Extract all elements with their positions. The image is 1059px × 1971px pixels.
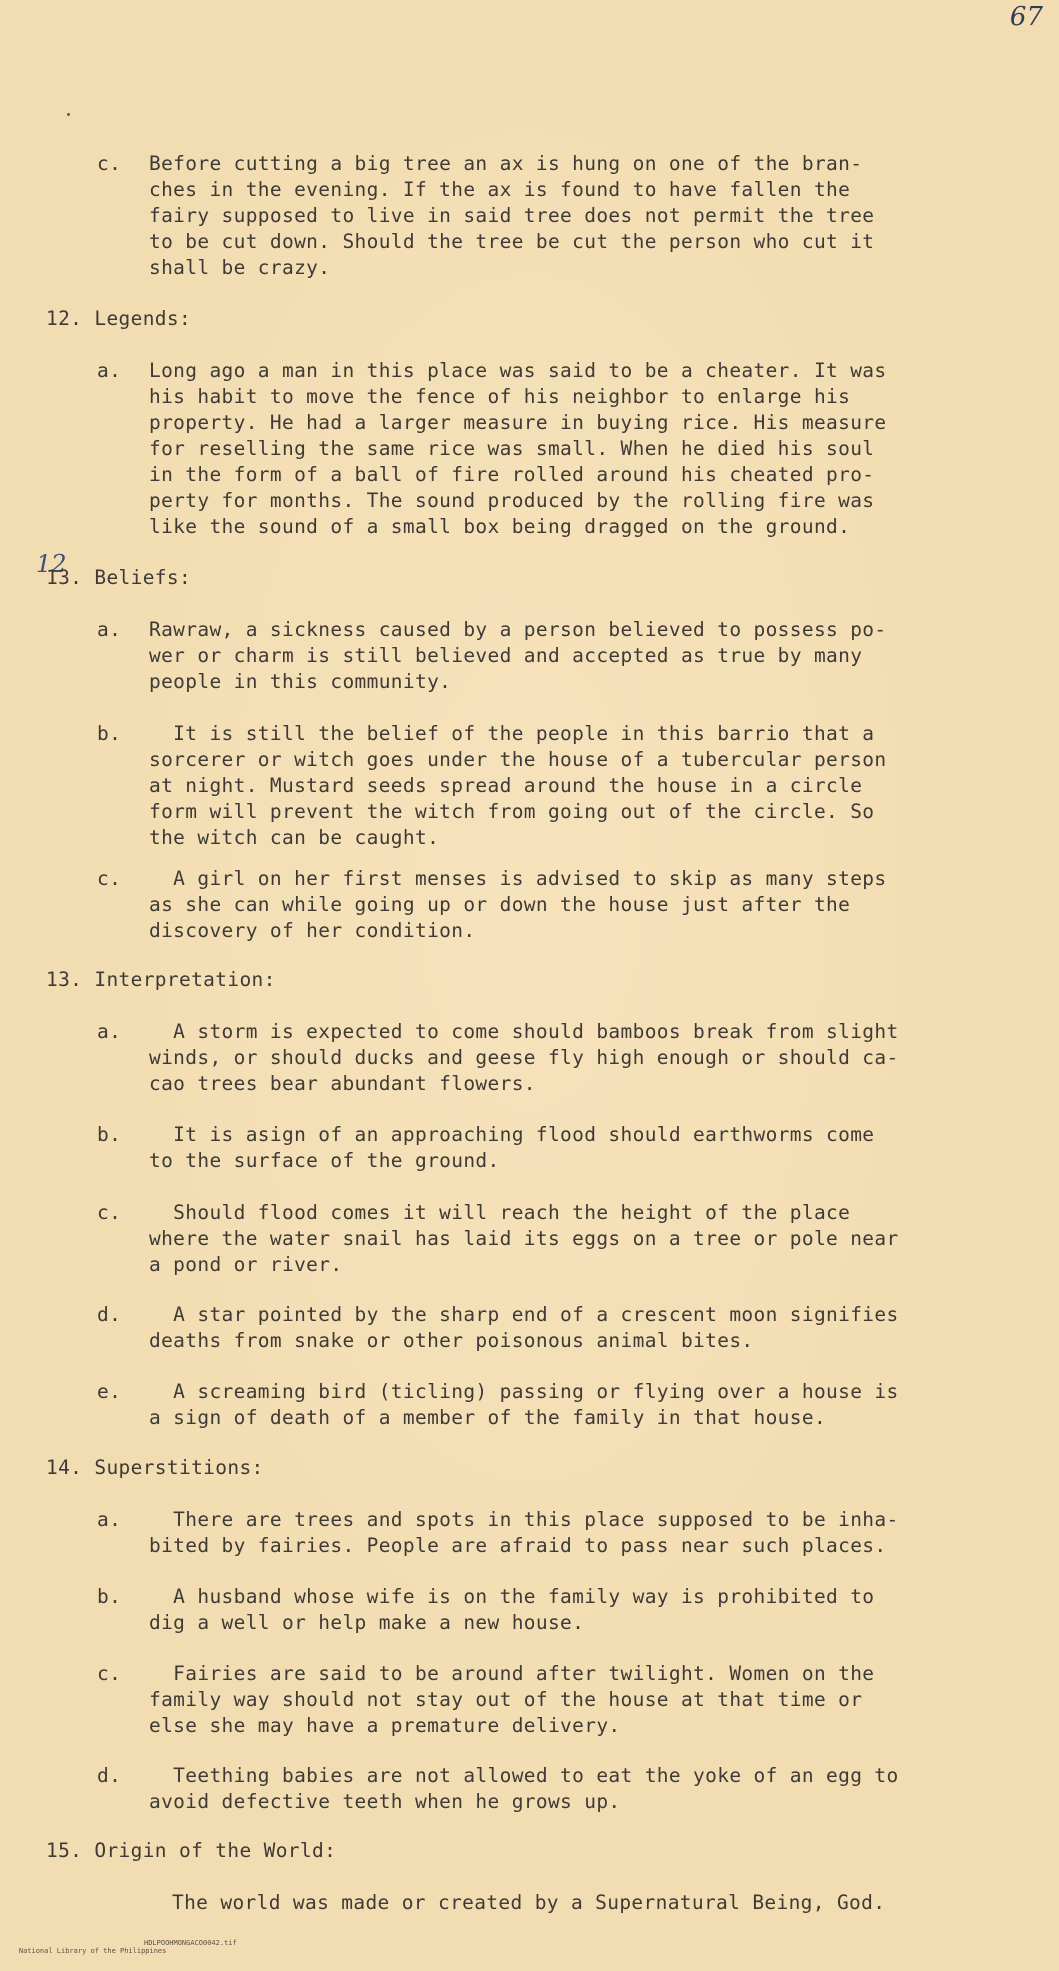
margin-annotation: 12 xyxy=(36,550,67,578)
item-letter: a. xyxy=(97,618,122,641)
item-letter: a. xyxy=(97,1508,122,1531)
text-line: There are trees and spots in this place supposed to be inha- xyxy=(149,1508,899,1531)
text-line: like the sound of a small box being dragged on the ground. xyxy=(149,515,851,538)
text-line: shall be crazy. xyxy=(149,256,331,279)
item-letter: a. xyxy=(97,359,122,382)
text-line: It is still the belief of the people in this barrio that a xyxy=(149,722,875,745)
text-line: else she may have a premature delivery. xyxy=(149,1714,621,1737)
text-line: form will prevent the witch from going out of the circle. So xyxy=(149,800,875,823)
text-line: people in this community. xyxy=(149,670,452,693)
item-letter: b. xyxy=(97,722,122,745)
text-line: wer or charm is still believed and accepted as true by many xyxy=(149,644,863,667)
text-line: bited by fairies. People are afraid to pass near such places. xyxy=(149,1534,887,1557)
item-letter: c. xyxy=(97,1662,122,1685)
text-line: A husband whose wife is on the family way is prohibited to xyxy=(149,1585,875,1608)
text-line: family way should not stay out of the house at that time or xyxy=(149,1688,863,1711)
footer-file-code: HDLPOOHMONGACO0042.tif xyxy=(144,1939,237,1947)
text-line: dig a well or help make a new house. xyxy=(149,1611,585,1634)
text-line: A girl on her first menses is advised to skip as many steps xyxy=(149,867,887,890)
item-letter: b. xyxy=(97,1123,122,1146)
text-line: A storm is expected to come should bamboos break from slight xyxy=(149,1020,899,1043)
text-line: to be cut down. Should the tree be cut the person who cut it xyxy=(149,230,875,253)
item-letter: b. xyxy=(97,1585,122,1608)
text-line: The world was made or created by a Supernatural Being, God. xyxy=(172,1891,886,1914)
item-letter: d. xyxy=(97,1303,122,1326)
section-heading-origin: 15. Origin of the World: xyxy=(46,1839,337,1862)
text-line: where the water snail has laid its eggs on a tree or pole near xyxy=(149,1227,899,1250)
item-letter: c. xyxy=(97,152,122,175)
text-line: avoid defective teeth when he grows up. xyxy=(149,1790,621,1813)
item-letter: a. xyxy=(97,1020,122,1043)
text-line: Fairies are said to be around after twilight. Women on the xyxy=(149,1662,875,1685)
text-line: at night. Mustard seeds spread around the house in a circle xyxy=(149,774,863,797)
text-line: ches in the evening. If the ax is found to have fallen the xyxy=(149,178,851,201)
section-heading-superstitions: 14. Superstitions: xyxy=(46,1456,264,1479)
item-letter: c. xyxy=(97,1201,122,1224)
text-line: fairy supposed to live in said tree does not permit the tree xyxy=(149,204,875,227)
text-line: his habit to move the fence of his neighbor to enlarge his xyxy=(149,385,851,408)
text-line: in the form of a ball of fire rolled around his cheated pro- xyxy=(149,463,875,486)
footer-library: National Library of the Philippines xyxy=(18,1947,167,1955)
text-line: for reselling the same rice was small. When he died his soul xyxy=(149,437,875,460)
text-line: A screaming bird (ticling) passing or flying over a house is xyxy=(149,1380,899,1403)
text-line: A star pointed by the sharp end of a crescent moon signifies xyxy=(149,1303,899,1326)
text-line: the witch can be caught. xyxy=(149,826,440,849)
text-line: Rawraw, a sickness caused by a person believed to possess po- xyxy=(149,618,887,641)
text-line: winds, or should ducks and geese fly high enough or should ca- xyxy=(149,1046,899,1069)
section-heading-interpretation: 13. Interpretation: xyxy=(46,968,276,991)
text-line: cao trees bear abundant flowers. xyxy=(149,1072,536,1095)
text-line: It is asign of an approaching flood should earthworms come xyxy=(149,1123,875,1146)
text-line: as she can while going up or down the house just after the xyxy=(149,893,851,916)
text-line: Should flood comes it will reach the height of the place xyxy=(149,1201,851,1224)
item-letter: e. xyxy=(97,1380,122,1403)
item-letter: c. xyxy=(97,867,122,890)
text-line: to the surface of the ground. xyxy=(149,1149,500,1172)
text-line: Teething babies are not allowed to eat the yoke of an egg to xyxy=(149,1764,899,1787)
text-line: perty for months. The sound produced by the rolling fire was xyxy=(149,489,875,512)
item-letter: d. xyxy=(97,1764,122,1787)
text-line: sorcerer or witch goes under the house of a tubercular person xyxy=(149,748,887,771)
text-line: a pond or river. xyxy=(149,1253,343,1276)
section-heading-legends: 12. Legends: xyxy=(46,307,192,330)
ink-speck xyxy=(67,113,70,116)
text-line: discovery of her condition. xyxy=(149,919,476,942)
text-line: Long ago a man in this place was said to be a cheater. It was xyxy=(149,359,887,382)
text-line: a sign of death of a member of the family in that house. xyxy=(149,1406,827,1429)
text-line: Before cutting a big tree an ax is hung on one of the bran- xyxy=(149,152,863,175)
scan-footer xyxy=(2,1939,237,1971)
text-line: property. He had a larger measure in buying rice. His measure xyxy=(149,411,887,434)
section-heading-beliefs: 13. Beliefs: xyxy=(46,566,192,589)
text-line: deaths from snake or other poisonous animal bites. xyxy=(149,1329,754,1352)
page-number: 67 xyxy=(1009,2,1043,32)
